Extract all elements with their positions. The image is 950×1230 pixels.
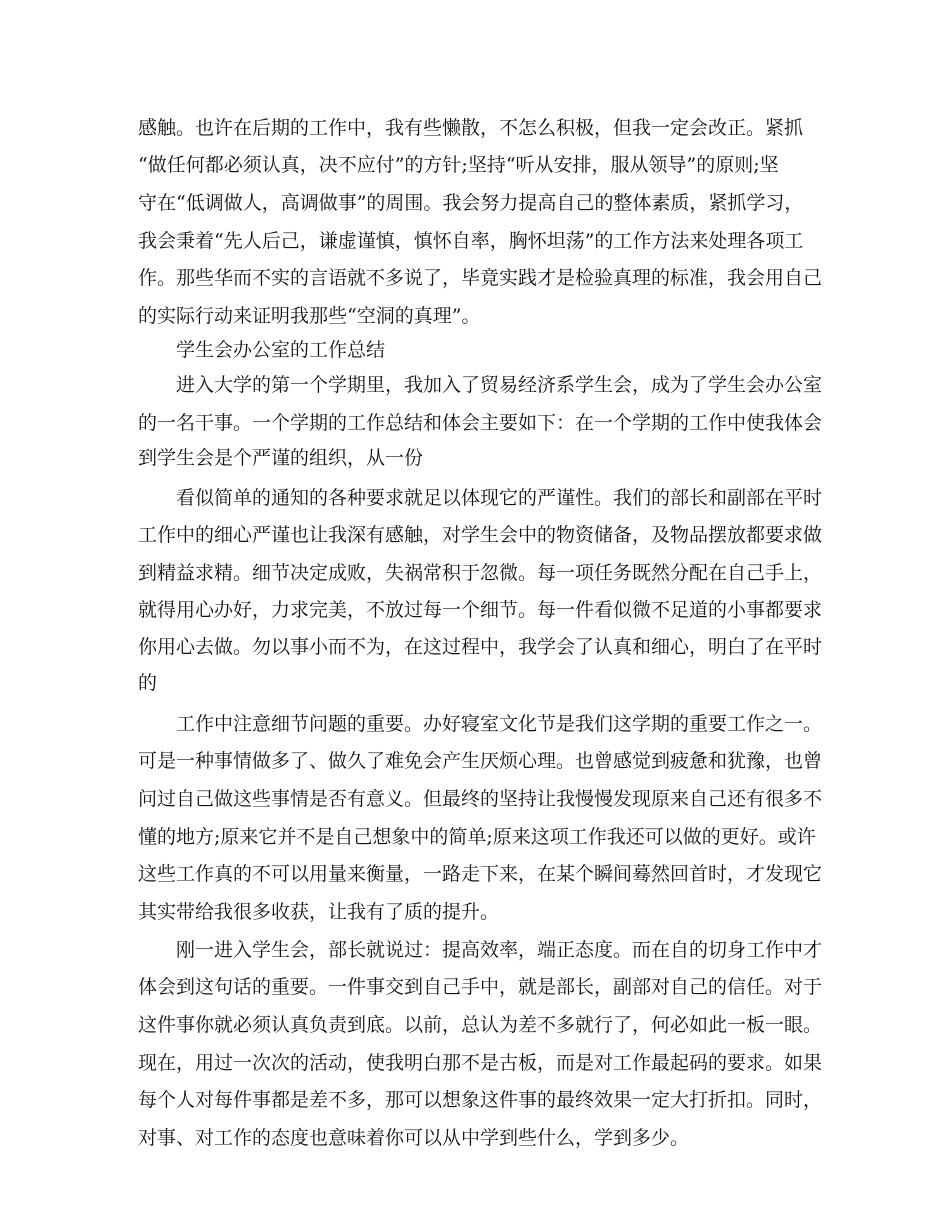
line-text: 现在，用过一次次的活动，使我明白那不是古板，而是对工作最起码的要求。如果	[138, 1052, 823, 1074]
line-text: “做任何都必须认真，决不应付”的方针;坚持“听从安排，服从领导”的原则;坚	[138, 154, 779, 176]
text-line	[0, 261, 950, 295]
line-text: 我会秉着“先人后己，谦虚谨慎，慎怀自率，胸怀坦荡”的工作方法来处理各项工	[138, 230, 804, 252]
text-line	[0, 782, 950, 816]
text-line	[0, 970, 950, 1004]
line-text: 看似简单的通知的各种要求就足以体现它的严谨性。我们的部长和副部在平时	[176, 487, 823, 509]
text-line	[0, 857, 950, 891]
line-text: 对事、对工作的态度也意味着你可以从中学到些什么，学到多少。	[138, 1127, 690, 1149]
line-text: 可是一种事情做多了、做久了难免会产生厌烦心理。也曾感觉到疲惫和犹豫，也曾	[138, 750, 823, 772]
line-text: 感触。也许在后期的工作中，我有些懒散，不怎么积极，但我一定会改正。紧抓	[138, 117, 804, 139]
text-line	[0, 1008, 950, 1042]
line-text: 就得用心办好，力求完美，不放过每一个细节。每一件看似微不足道的小事都要求	[138, 599, 823, 621]
line-text: 进入大学的第一个学期里，我加入了贸易经济系学生会，成为了学生会办公室	[176, 374, 823, 396]
line-text: 这些工作真的不可以用量来衡量，一路走下来，在某个瞬间蓦然回首时，才发现它	[138, 863, 823, 885]
line-text: 问过自己做这些事情是否有意义。但最终的坚持让我慢慢发现原来自己还有很多不	[138, 788, 823, 810]
text-line	[0, 441, 950, 475]
text-line	[0, 299, 950, 333]
line-text: 体会到这句话的重要。一件事交到自己手中，就是部长，副部对自己的信任。对于	[138, 976, 823, 998]
heading-text: 学生会办公室的工作总结	[176, 339, 386, 361]
text-line	[0, 148, 950, 182]
text-line	[0, 368, 950, 402]
text-line	[0, 666, 950, 700]
line-text: 刚一进入学生会，部长就说过：提高效率，端正态度。而在自的切身工作中才	[176, 939, 823, 961]
text-line	[0, 556, 950, 590]
line-text: 到精益求精。细节决定成败，失祸常积于忽微。每一项任务既然分配在自己手上，	[138, 562, 823, 584]
line-text: 作。那些华而不实的言语就不多说了，毕竟实践才是检验真理的标准，我会用自己	[138, 267, 823, 289]
line-text: 工作中注意细节问题的重要。办好寝室文化节是我们这学期的重要工作之一。	[176, 713, 823, 735]
line-text: 工作中的细心严谨也让我深有感触，对学生会中的物资储备，及物品摆放都要求做	[138, 524, 823, 546]
text-line	[0, 186, 950, 220]
line-text: 懂的地方;原来它并不是自己想象中的简单;原来这项工作我还可以做的更好。或许	[138, 826, 816, 848]
text-line	[0, 707, 950, 741]
text-line	[0, 406, 950, 440]
section-heading	[0, 333, 950, 367]
line-text: 你用心去做。勿以事小而不为，在这过程中，我学会了认真和细心，明白了在平时	[138, 636, 823, 658]
text-line	[0, 1083, 950, 1117]
line-text: 到学生会是个严谨的组织，从一份	[138, 447, 424, 469]
text-line	[0, 518, 950, 552]
text-line	[0, 820, 950, 854]
line-text: 的	[138, 672, 158, 694]
line-text: 的一名干事。一个学期的工作总结和体会主要如下：在一个学期的工作中使我体会	[138, 412, 823, 434]
line-text: 这件事你就必须认真负责到底。以前，总认为差不多就行了，何必如此一板一眼。	[138, 1014, 823, 1036]
text-line	[0, 1121, 950, 1155]
text-line	[0, 630, 950, 664]
line-text: 守在“低调做人，高调做事”的周围。我会努力提高自己的整体素质，紧抓学习，	[138, 192, 804, 214]
text-line	[0, 744, 950, 778]
line-text: 的实际行动来证明我那些“空洞的真理”。	[138, 305, 481, 327]
text-line	[0, 593, 950, 627]
text-line	[0, 933, 950, 967]
line-text: 每个人对每件事都是差不多，那可以想象这件事的最终效果一定大打折扣。同时，	[138, 1089, 823, 1111]
line-text: 其实带给我很多收获，让我有了质的提升。	[138, 901, 500, 923]
text-line	[0, 895, 950, 929]
text-line	[0, 481, 950, 515]
text-line	[0, 224, 950, 258]
text-line	[0, 111, 950, 145]
text-line	[0, 1046, 950, 1080]
